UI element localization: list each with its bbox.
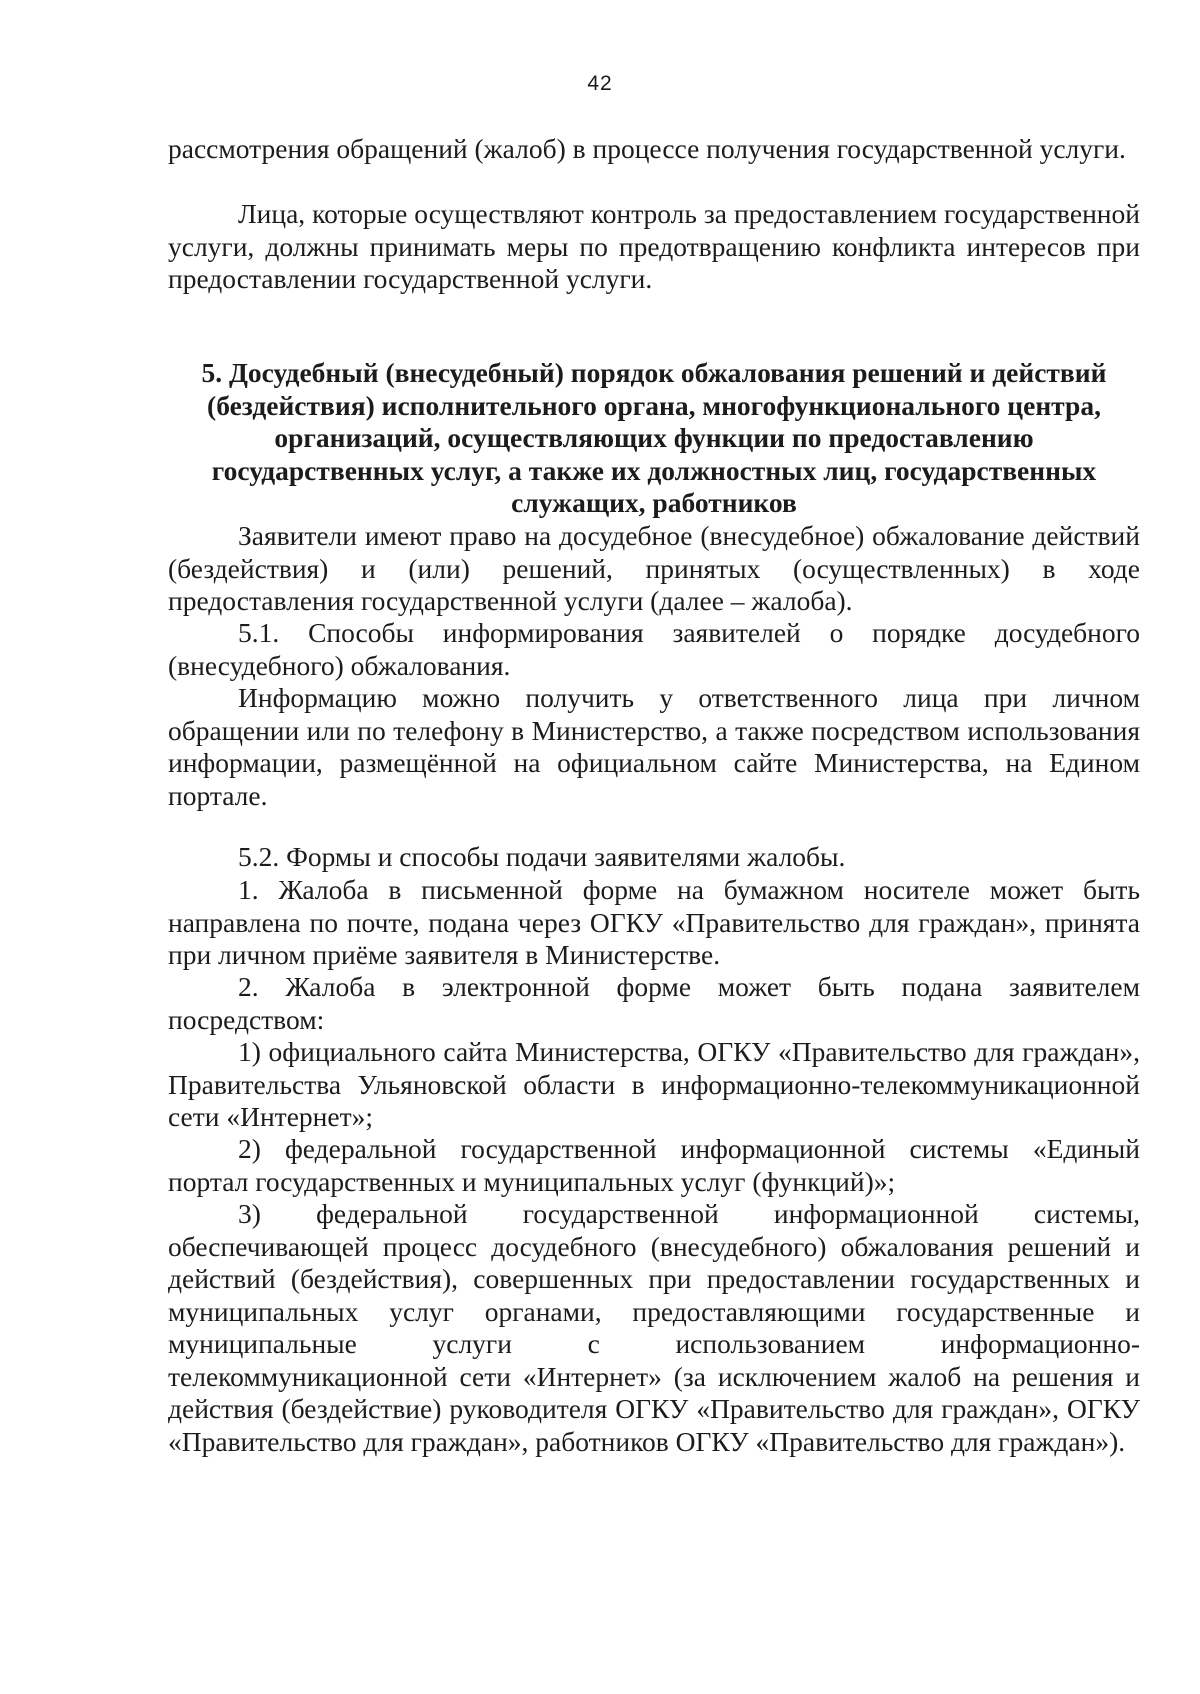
paragraph-electronic-complaint: 2. Жалоба в электронной форме может быть подана заявителем посредством: [168,971,1140,1035]
paragraph-continuation: рассмотрения обращений (жалоб) в процессе получения государственной услуги. [168,133,1126,164]
section-heading: 5. Досудебный (внесудебный) порядок обжалования решений и действий (бездействия) исполнительного органа, многофункционального центра, организаций, осуществляющих функции по предоставлению государственных услуг, а также их должностных лиц, государственных служащих, работников [201,357,1107,518]
list-item-1: 1) официального сайта Министерства, ОГКУ «Правительство для граждан», Правительства Ульяновской области в информационно-телекоммуникационной сети «Интернет»; [168,1036,1140,1132]
list-item-2: 2) федеральной государственной информационной системы «Единый портал государственных и муниципальных услуг (функций)»; [168,1133,1140,1197]
paragraph-5-2: 5.2. Формы и способы подачи заявителями жалобы. [238,841,846,872]
paragraph-right-to-appeal: Заявители имеют право на досудебное (внесудебное) обжалование действий (бездействия) и (или) решений, принятых (осуществленных) в ходе предоставления государственной услуги (далее – жалоба). [168,520,1140,616]
paragraph-information-sources: Информацию можно получить у ответственного лица при личном обращении или по телефону в Министерство, а также посредством использования информации, размещённой на официальном сайте Министерства, на Едином портале. [168,682,1140,811]
paragraph-conflict-of-interest: Лица, которые осуществляют контроль за предоставлением государственной услуги, должны принимать меры по предотвращению конфликта интересов при предоставлении государственной услуги. [168,198,1140,294]
list-item-3: 3) федеральной государственной информационной системы, обеспечивающей процесс досудебного (внесудебного) обжалования решений и действий (бездействия), совершенных при предоставлении государственных и муниципальных услуг органами, предоставляющими государственные и муниципальные услуги с использованием информационно-телекоммуникационной сети «Интернет» (за исключением жалоб на решения и действия (бездействие) руководителя ОГКУ «Правительство для граждан», ОГКУ «Правительство для граждан», работников ОГКУ «Правительство для граждан»). [168,1198,1140,1457]
page-number: 42 [587,72,613,95]
paragraph-written-complaint: 1. Жалоба в письменной форме на бумажном носителе может быть направлена по почте, подана через ОГКУ «Правительство для граждан», принята при личном приёме заявителя в Министерстве. [168,874,1140,970]
paragraph-5-1: 5.1. Способы информирования заявителей о порядке досудебного (внесудебного) обжалования. [168,617,1140,681]
